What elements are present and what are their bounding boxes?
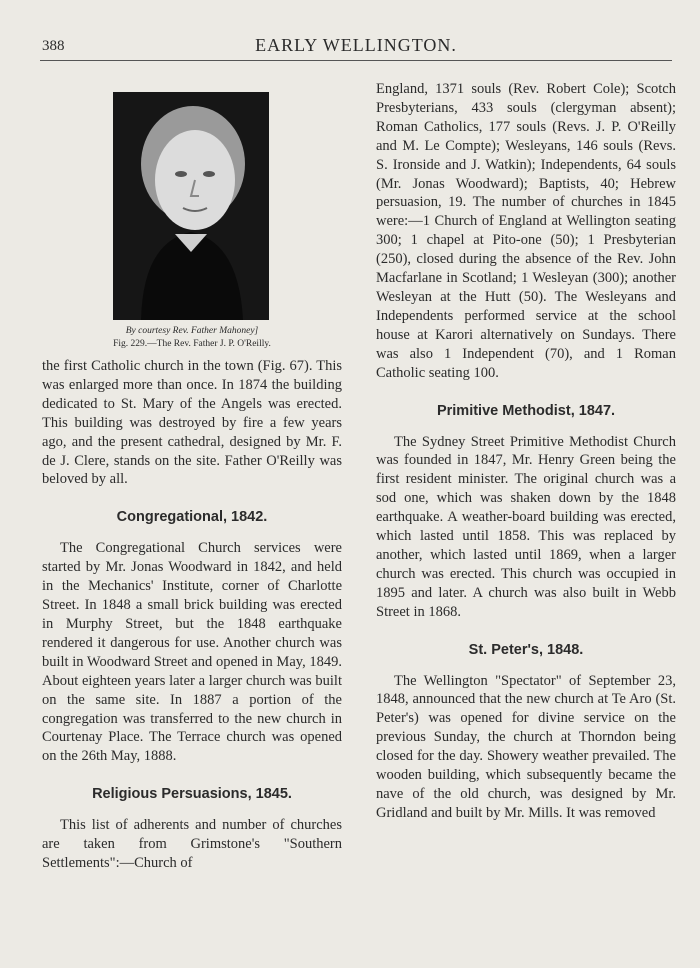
figure-label: Fig. 229.—The Rev. Father J. P. O'Reilly.: [113, 339, 271, 349]
paragraph-religious-persuasions: This list of adherents and number of churches are taken from Grimstone's "Southern Settlements":—Church of: [42, 817, 342, 872]
heading-religious-persuasions: Religious Persuasions, 1845.: [92, 786, 292, 803]
left-column: [42, 80, 342, 873]
page-header: [40, 34, 672, 61]
paragraph-catholic-continued: the first Catholic church in the town (Fig. 67). This was enlarged more than once. In 1874 the building dedicated to St. Mary of the Angels was erected. This building was destroyed by fire a few years ago, and the present cathedral, designed by Mr. F. de J. Clere, stands on the site. Father O'Reilly was beloved by all.: [42, 358, 342, 488]
photo-credit: By courtesy Rev. Father Mahoney]: [125, 326, 259, 336]
paragraph-st-peters: The Wellington "Spectator" of September 23, 1848, announced that the new church at Te Aro (St. Peter's) was opened for divine service on the previous Sunday, the church at Thorndon being closed for the day. Showery weather prevailed. The wooden building, which subsequently became the nave of the old church, was designed by Mr. Gridland and built by Mr. Mills. It was removed: [376, 672, 676, 821]
right-column: [376, 80, 676, 823]
heading-congregational: Congregational, 1842.: [116, 509, 268, 526]
portrait-photo: [113, 92, 269, 320]
portrait-image: [113, 92, 269, 320]
paragraph-congregational: The Congregational Church services were started by Mr. Jonas Woodward in 1842, and held in the Mechanics' Institute, corner of Charlotte Street. In 1848 a small brick building was erected in Murphy Street, but the 1848 earthquake rendered it dangerous for use. Another church was built in Woodward Street and opened in May, 1849. About eighteen years later a larger church was built on the same site. In 1887 a portion of the congregation was transferred to the new church in Courtenay Place. The Terrace church was opened on the 26th May, 1888.: [42, 540, 342, 765]
heading-primitive-methodist: Primitive Methodist, 1847.: [436, 402, 616, 419]
heading-st-peters: St. Peter's, 1848.: [468, 641, 584, 658]
running-title: EARLY WELLINGTON.: [255, 35, 457, 55]
page-number: 388: [42, 38, 65, 54]
paragraph-primitive-methodist: The Sydney Street Primitive Methodist Church was founded in 1847, Mr. Henry Green being the first resident minister. The original church was a sod one, which was shaken down by the 1848 earthquake. A weather-board building was erected, which lasted until 1858. This was replaced by another, which lasted until 1869, when a larger church was erected. This church was occupied in 1895 and later. A church was also built in Webb Street in 1868.: [376, 433, 676, 620]
paragraph-religious-continued: England, 1371 souls (Rev. Robert Cole); Scotch Presbyterians, 433 souls (clergyman absent); Roman Catholics, 177 souls (Revs. J. P. O'Reilly and M. Le Compte); Wesleyans, 146 souls (Revs. S. Ironside and J. Watkin); Independents, 64 souls (Mr. Jonas Woodward); Baptists, 40; Hebrew persuasion, 19. The number of churches in 1845 were:—1 Church of England at Wellington seating 300; 1 chapel at Pito-one (50); 1 Presbyterian (250), closed during the absence of the Rev. John Macfarlane in Scotland; 1 Wesleyan (300); another Wesleyan at the Hutt (50). The Wesleyans and Independents performed service at the school house at Karori alternatively on Sundays. There was also 1 Independent (70), and 1 Roman Catholic seating 100.: [376, 81, 676, 381]
figure-caption: [42, 325, 342, 351]
